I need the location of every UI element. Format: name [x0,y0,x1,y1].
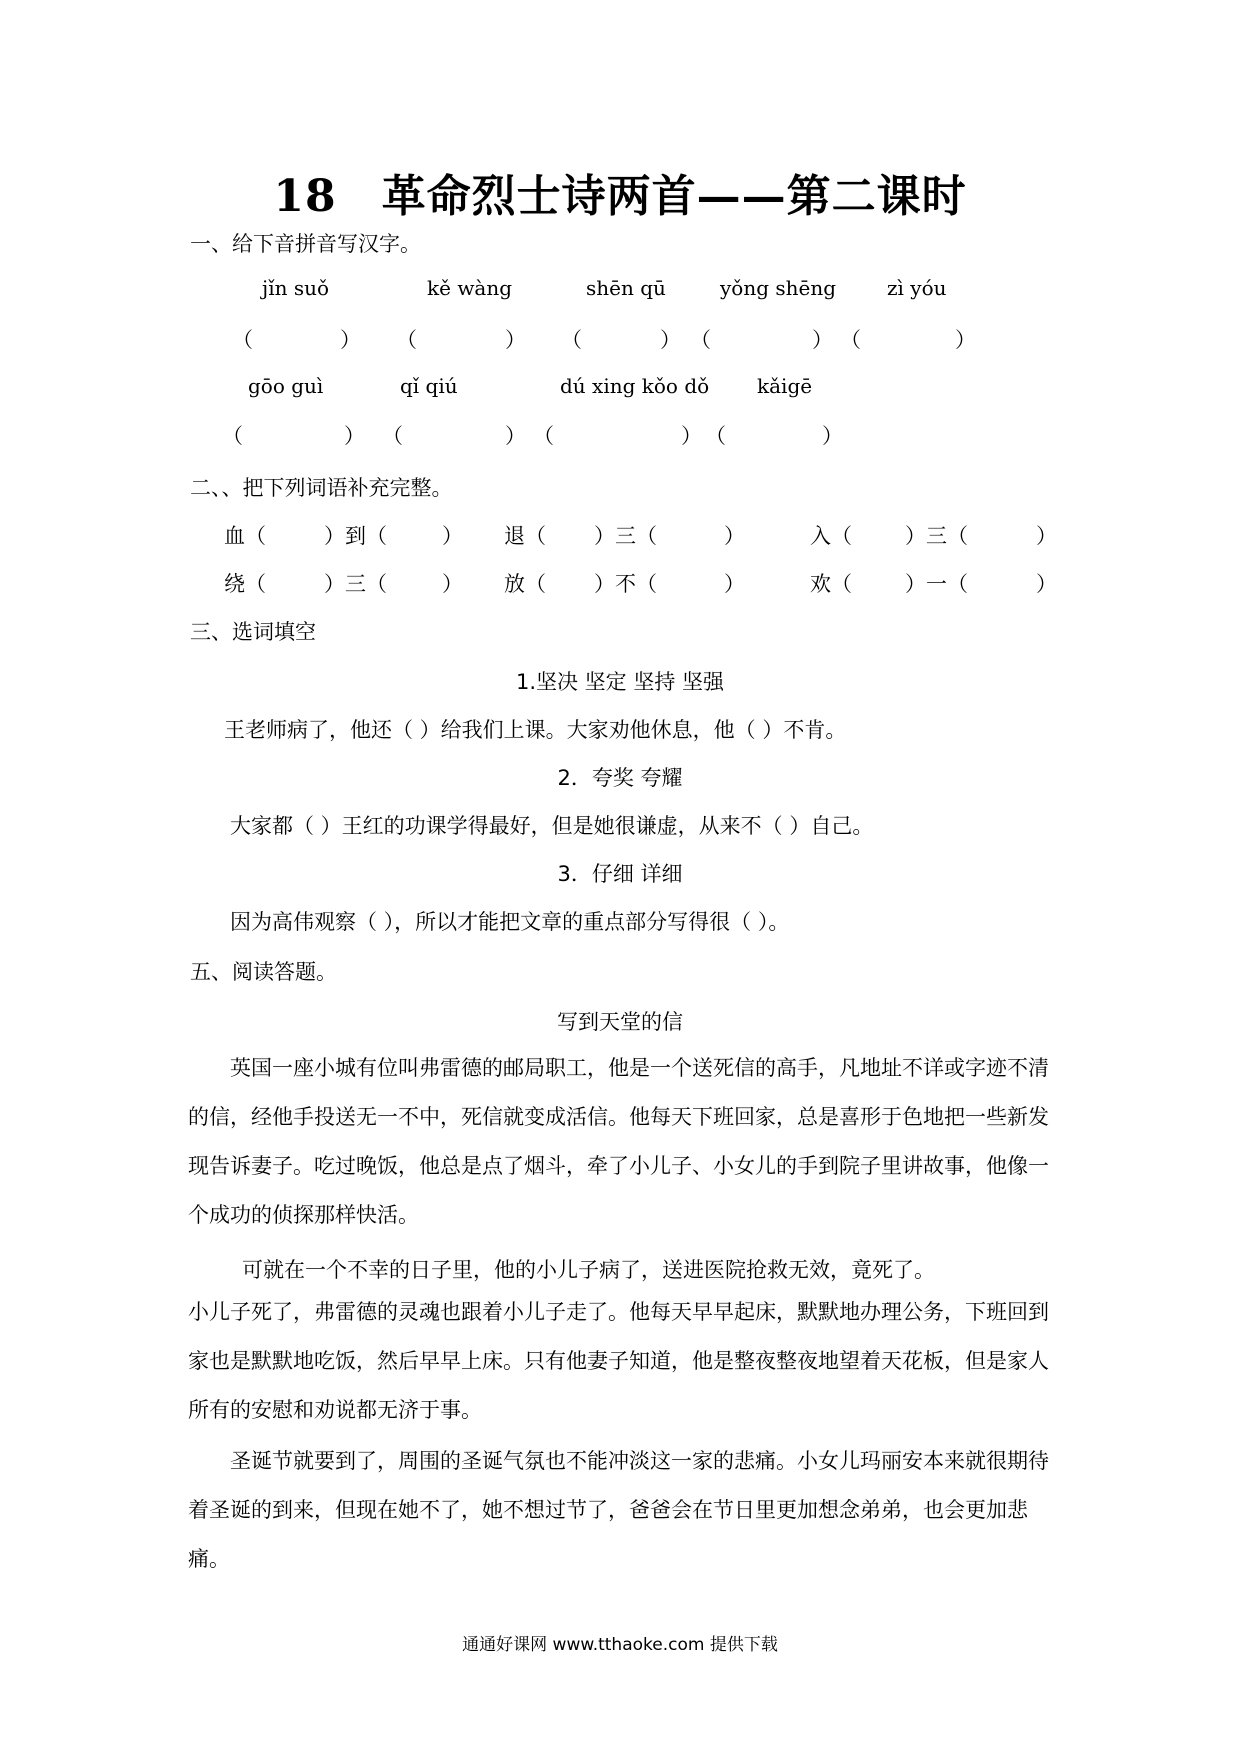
idiom-part: 血（ [224,524,266,548]
word-choices-1: 1.坚决 坚定 坚持 坚强 [515,670,725,694]
pinyin-item: qǐ qiú [400,374,458,398]
answer-paren-open: （ [840,328,861,352]
answer-paren-open: （ [561,328,582,352]
idiom-part: ）一（ [905,572,968,596]
fill-sentence-1: 王老师病了，他还（ ）给我们上课。大家劝他休息，他（ ）不肯。 [224,718,847,742]
story-paragraph-2: 小儿子死了，弗雷德的灵魂也跟着小儿子走了。他每天早早起床，默默地办理公务，下班回到家也是默默地吃饭，然后早早上床。只有他妻子知道，他是整夜整夜地望着天花板，但是家人所有的安慰和劝说都无济于事。 [188,1300,1049,1422]
word-choices-3: 3．仔细 详细 [557,862,683,886]
answer-paren-open: （ [690,328,711,352]
story-paragraph-1: 英国一座小城有位叫弗雷德的邮局职工，他是一个送死信的高手，凡地址不详或字迹不清的信，经他手投送无一不中，死信就变成活信。他每天下班回家，总是喜形于色地把一些新发现告诉妻子。吃过晚饭，他总是点了烟斗，牵了小儿子、小女儿的手到院子里讲故事，他像一个成功的侦探那样快活。 [188,1056,1049,1227]
word-choices-2: 2．夸奖 夸耀 [557,766,683,790]
idiom-part: ） [442,524,463,548]
answer-paren-open: （ [533,424,554,448]
fill-sentence-3: 因为高伟观察（ ），所以才能把文章的重点部分写得很（ ）。 [230,910,790,934]
idiom-part: ）三（ [905,524,968,548]
story-paragraph-3: 圣诞节就要到了，周围的圣诞气氛也不能冲淡这一家的悲痛。小女儿玛丽安本来就很期待着圣诞的到来，但现在她不了，她不想过节了，爸爸会在节日里更加想念弟弟，也会更加悲痛。 [188,1449,1049,1571]
idiom-part: 退（ [504,524,546,548]
pinyin-item: jǐn suǒ [262,276,330,300]
answer-paren-open: （ [232,328,253,352]
idiom-part: 放（ [504,572,546,596]
story-title: 写到天堂的信 [557,1010,683,1034]
fill-sentence-2: 大家都（ ）王红的功课学得最好，但是她很谦虚，从来不（ ）自己。 [230,814,874,838]
pinyin-item: gōo guì [248,374,324,398]
idiom-part: ） [1036,524,1057,548]
pinyin-item: kě wàng [427,276,513,300]
idiom-part: ）三（ [594,524,657,548]
answer-paren-open: （ [222,424,243,448]
footer-credit: 通通好课网 www.tthaoke.com 提供下载 [462,1635,778,1655]
idiom-part: ） [724,524,745,548]
answer-paren-close: ） [822,424,843,448]
idiom-part: 入（ [810,524,852,548]
idiom-part: ） [724,572,745,596]
section1-heading: 一、给下音拼音写汉字。 [190,232,421,256]
page-title: 18 革命烈士诗两首——第二课时 [273,171,967,222]
pinyin-item: zì yóu [887,276,947,300]
section3-heading: 三、选词填空 [190,620,316,644]
idiom-part: ） [1036,572,1057,596]
answer-paren-close: ） [812,328,833,352]
answer-paren-open: （ [705,424,726,448]
answer-paren-open: （ [382,424,403,448]
idiom-part: ）到（ [324,524,387,548]
idiom-part: 欢（ [810,572,852,596]
answer-paren-close: ） [660,328,681,352]
idiom-part: ）不（ [594,572,657,596]
answer-paren-close: ） [681,424,702,448]
idiom-part: ）三（ [324,572,387,596]
story-paragraph-2-first-line: 可就在一个不幸的日子里，他的小儿子病了，送进医院抢救无效，竟死了。 [242,1258,935,1282]
section5-heading: 五、阅读答题。 [190,960,337,984]
answer-paren-close: ） [955,328,976,352]
idiom-part: 绕（ [224,572,266,596]
answer-paren-close: ） [340,328,361,352]
pinyin-item: yǒng shēng [720,276,837,300]
answer-paren-close: ） [344,424,365,448]
idiom-part: ） [442,572,463,596]
answer-paren-open: （ [396,328,417,352]
pinyin-item: dú xing kǒo dǒ [560,374,710,398]
answer-paren-close: ） [505,328,526,352]
section2-heading: 二、、把下列词语补充完整。 [190,476,453,500]
pinyin-item: shēn qū [586,276,666,300]
pinyin-item: kǎigē [757,374,813,398]
answer-paren-close: ） [505,424,526,448]
